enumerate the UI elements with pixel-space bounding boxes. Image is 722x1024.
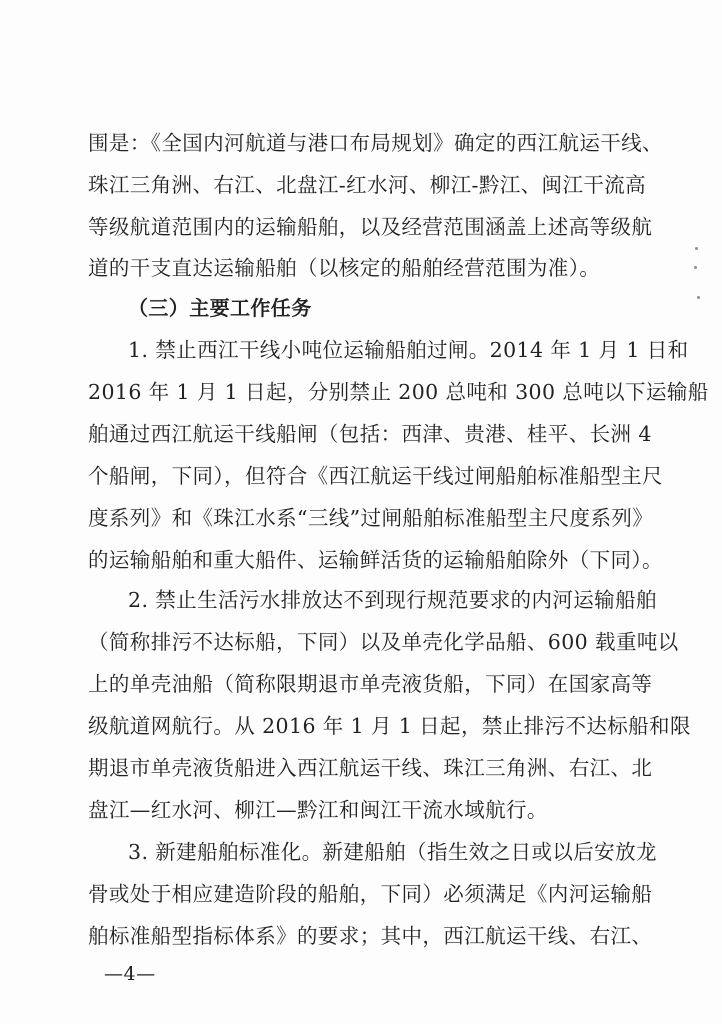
text-line-2: 珠江三角洲、右江、北盘江-红水河、柳江-黔江、闽江干流高 xyxy=(88,173,647,197)
text-line-17: 盘江—红水河、柳江—黔江和闽江干流水域航行。 xyxy=(88,798,548,822)
text-line-9: 个船闸，下同），但符合《西江航运干线过闸船舶标准船型主尺 xyxy=(88,464,663,488)
text-line-10: 度系列》和《珠江水系“三线”过闸船舶标准船型主尺度系列》 xyxy=(88,506,654,530)
text-line-20: 舶标准船型指标体系》的要求；其中，西江航运干线、右江、 xyxy=(88,924,653,948)
text-line-4: 道的干支直达运输船舶（以核定的船舶经营范围为准）。 xyxy=(88,256,601,280)
text-line-3: 等级航道范围内的运输船舶，以及经营范围涵盖上述高等级航 xyxy=(88,215,653,239)
text-line-7: 2016 年 1 月 1 日起，分别禁止 200 总吨和 300 总吨以下运输船 xyxy=(88,380,709,404)
page-number: —4— xyxy=(104,963,156,985)
text-line-18: 3. 新建船舶标准化。新建船舶（指生效之日或以后安放龙 xyxy=(128,840,657,864)
text-line-13: （简称排污不达标船，下同）以及单壳化学品船、600 载重吨以 xyxy=(88,630,679,654)
text-line-6: 1. 禁止西江干线小吨位运输船舶过闸。2014 年 1 月 1 日和 xyxy=(128,338,689,362)
text-line-11: 的运输船舶和重大船件、运输鲜活货的运输船舶除外（下同）。 xyxy=(88,548,663,572)
text-line-16: 期退市单壳液货船进入西江航运干线、珠江三角洲、右江、北 xyxy=(88,756,653,780)
text-line-12: 2. 禁止生活污水排放达不到现行规范要求的内河运输船舶 xyxy=(128,588,657,612)
section-heading: （三）主要工作任务 xyxy=(128,296,312,320)
text-line-1: 围是：《全国内河航道与港口布局规划》确定的西江航运干线、 xyxy=(88,131,663,155)
text-line-19: 骨或处于相应建造阶段的船舶，下同）必须满足《内河运输船 xyxy=(88,882,653,906)
scan-speck xyxy=(694,266,697,269)
scan-speck xyxy=(697,296,700,299)
scan-speck xyxy=(695,247,698,250)
text-line-15: 级航道网航行。从 2016 年 1 月 1 日起，禁止排污不达标船和限 xyxy=(88,714,691,738)
text-line-14: 上的单壳油船（简称限期退市单壳液货船，下同）在国家高等 xyxy=(88,672,653,696)
text-line-8: 舶通过西江航运干线船闸（包括：西津、贵港、桂平、长洲 4 xyxy=(88,422,652,446)
